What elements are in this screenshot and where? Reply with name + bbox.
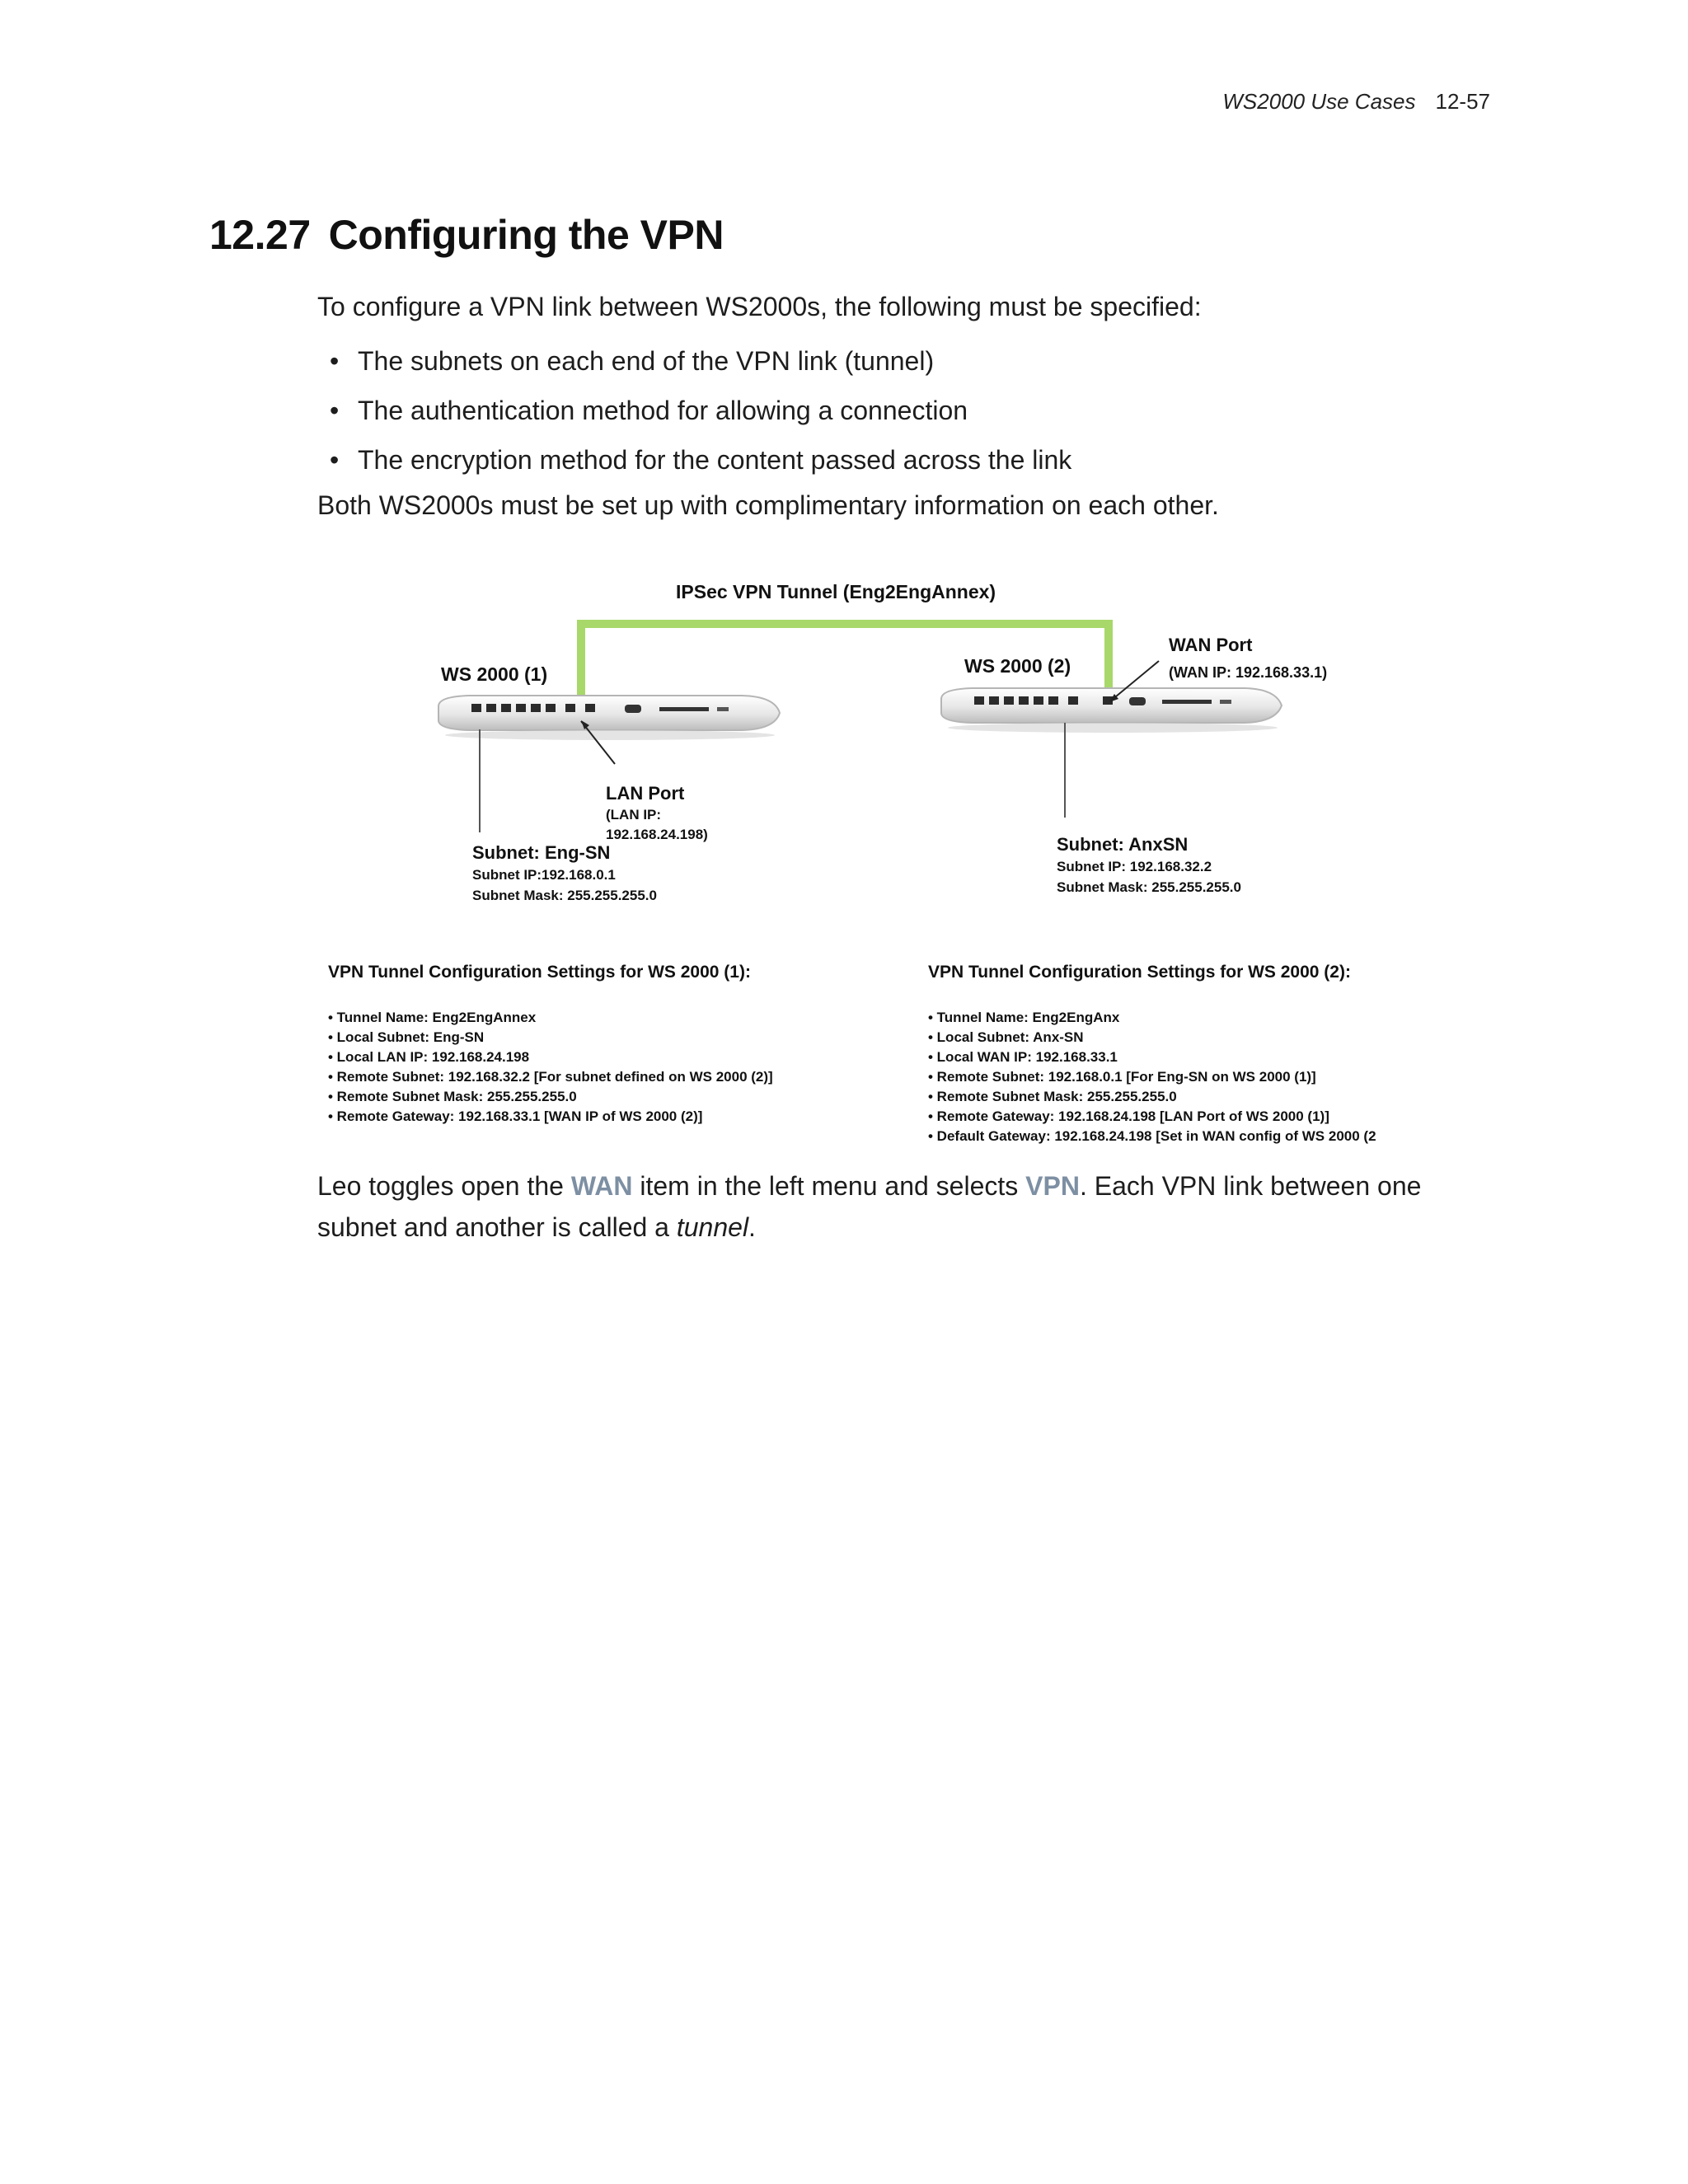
list-item: • The authentication method for allowing a connection [330,396,968,425]
page-header [1222,89,1490,115]
list-item: • The subnets on each end of the VPN link (tunnel) [330,346,935,376]
settings1-item: • Remote Subnet: 192.168.32.2 [For subnet defined on WS 2000 (2)] [328,1069,773,1085]
settings2-item: • Remote Gateway: 192.168.24.198 [LAN Port of WS 2000 (1)] [928,1108,1329,1124]
subnet1-mask: Subnet Mask: 255.255.255.0 [472,888,657,903]
device1-label: WS 2000 (1) [441,663,548,685]
wan-menu-keyword: WAN [570,1171,633,1201]
router-device-2 [941,688,1282,733]
wan-port-ip: (WAN IP: 192.168.33.1) [1169,664,1328,681]
tunnel-term: tunnel [676,1212,749,1242]
settings1-item: • Remote Subnet Mask: 255.255.255.0 [328,1089,577,1104]
tunnel-label: IPSec VPN Tunnel (Eng2EngAnnex) [676,581,996,602]
requirements-list [330,336,1071,485]
closing-paragraph: Leo toggles open the WAN item in the left menu and selects VPN. Each VPN link between one subnet and another is called a tunnel. [317,1171,1422,1242]
settings2-item: • Remote Subnet Mask: 255.255.255.0 [928,1089,1177,1104]
wan-port-title: WAN Port [1169,635,1253,655]
settings2-item: • Local Subnet: Anx-SN [928,1029,1084,1045]
settings1-item: • Local Subnet: Eng-SN [328,1029,485,1045]
device2-label: WS 2000 (2) [964,655,1071,677]
settings1-item: • Remote Gateway: 192.168.33.1 [WAN IP of WS 2000 (2)] [328,1108,703,1124]
subnet1-ip: Subnet IP:192.168.0.1 [472,867,616,883]
vpn-diagram-figure [313,569,1508,1162]
intro-paragraph: To configure a VPN link between WS2000s, the following must be specified: [317,292,1202,321]
lan-port-ip-line2: 192.168.24.198) [606,827,708,842]
section-number: 12.27 [209,212,311,258]
lan-port-title: LAN Port [606,783,685,804]
subnet2-title: Subnet: AnxSN [1057,834,1189,855]
settings2-item: • Remote Subnet: 192.168.0.1 [For Eng-SN on WS 2000 (1)] [928,1069,1316,1085]
section-title: Configuring the VPN [328,212,724,258]
settings2-item: • Tunnel Name: Eng2EngAnx [928,1010,1120,1025]
section-heading [209,211,724,259]
settings2-title: VPN Tunnel Configuration Settings for WS 2000 (2): [928,963,1351,982]
settings1-item: • Local LAN IP: 192.168.24.198 [328,1049,530,1065]
subnet1-title: Subnet: Eng-SN [472,842,611,863]
running-title: WS2000 Use Cases [1222,89,1416,114]
subnet2-ip: Subnet IP: 192.168.32.2 [1057,859,1212,874]
settings2-item: • Local WAN IP: 192.168.33.1 [928,1049,1118,1065]
settings1-item: • Tunnel Name: Eng2EngAnnex [328,1010,537,1025]
outro-paragraph: Both WS2000s must be set up with complimentary information on each other. [317,490,1219,520]
page-number: 12-57 [1435,89,1490,114]
list-item: • The encryption method for the content passed across the link [330,445,1072,475]
vpn-menu-keyword: VPN [1025,1171,1080,1201]
router-device-1 [438,696,780,740]
vpn-diagram [313,569,1508,1162]
lan-port-ip-line1: (LAN IP: [606,807,662,823]
settings2-item: • Default Gateway: 192.168.24.198 [Set in WAN config of WS 2000 (2 [928,1128,1376,1144]
settings1-title: VPN Tunnel Configuration Settings for WS 2000 (1): [328,963,751,982]
subnet2-mask: Subnet Mask: 255.255.255.0 [1057,879,1241,895]
